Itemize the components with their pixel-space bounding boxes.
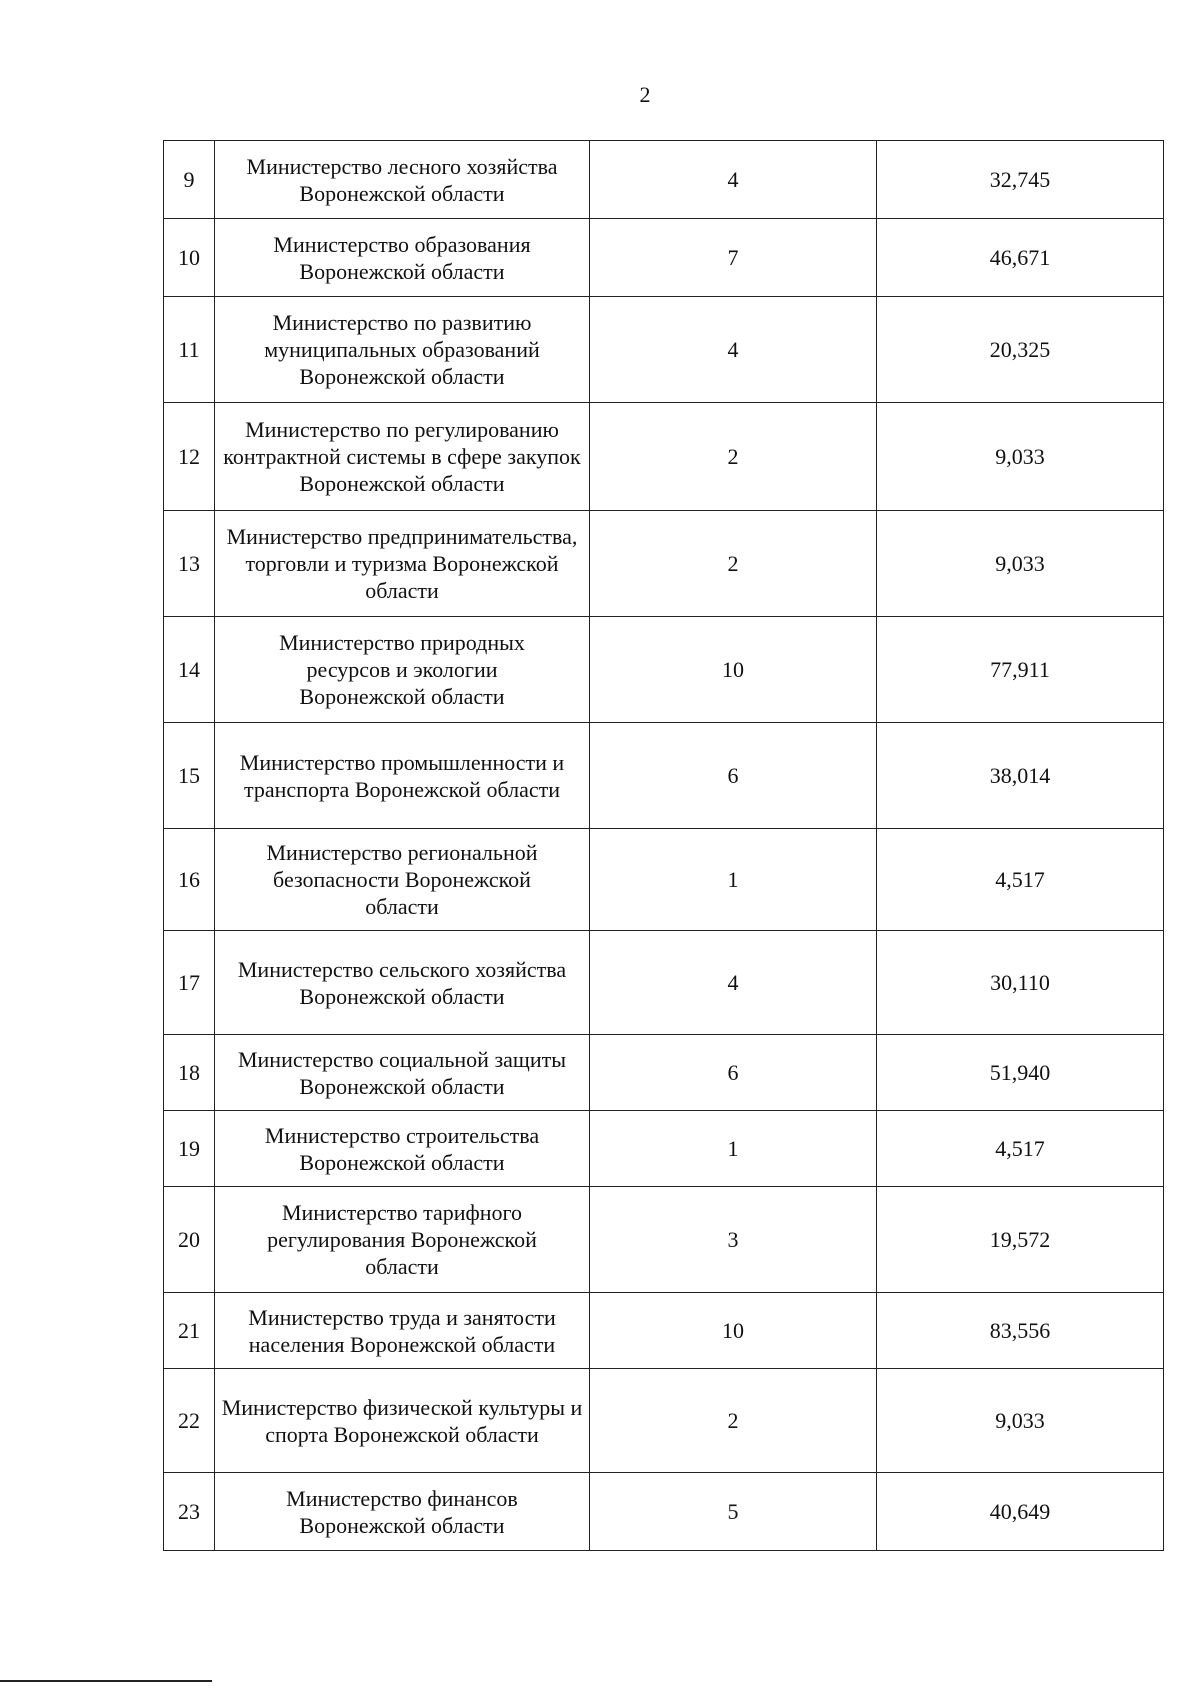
- amount: 40,649: [877, 1473, 1164, 1551]
- table-row: [164, 617, 1164, 723]
- ministry-name: Министерство по регулированию контрактной системы в сфере закупок Воронежской области: [215, 403, 590, 511]
- row-number: 23: [164, 1473, 215, 1551]
- row-number: 14: [164, 617, 215, 723]
- row-number: 22: [164, 1369, 215, 1473]
- staff-count: 10: [590, 1293, 877, 1369]
- table-row: [164, 511, 1164, 617]
- row-number: 9: [164, 141, 215, 219]
- staff-count: 4: [590, 141, 877, 219]
- ministry-name: Министерство сельского хозяйства Воронежской области: [215, 931, 590, 1035]
- table-row: [164, 723, 1164, 829]
- amount: 32,745: [877, 141, 1164, 219]
- staff-count: 4: [590, 931, 877, 1035]
- row-number: 11: [164, 297, 215, 403]
- table-row: [164, 829, 1164, 931]
- amount: 4,517: [877, 829, 1164, 931]
- ministry-name: Министерство предпринимательства, торговли и туризма Воронежской области: [215, 511, 590, 617]
- row-number: 15: [164, 723, 215, 829]
- row-number: 18: [164, 1035, 215, 1111]
- row-number: 12: [164, 403, 215, 511]
- row-number: 20: [164, 1187, 215, 1293]
- staff-count: 1: [590, 1111, 877, 1187]
- staff-count: 2: [590, 511, 877, 617]
- staff-count: 3: [590, 1187, 877, 1293]
- footnote-divider: [0, 1680, 212, 1682]
- amount: 30,110: [877, 931, 1164, 1035]
- ministry-name: Министерство региональной безопасности Воронежской области: [215, 829, 590, 931]
- table-row: [164, 1369, 1164, 1473]
- ministry-name: Министерство промышленности и транспорта Воронежской области: [215, 723, 590, 829]
- staff-count: 6: [590, 1035, 877, 1111]
- staff-count: 10: [590, 617, 877, 723]
- amount: 9,033: [877, 403, 1164, 511]
- ministry-name: Министерство труда и занятости населения Воронежской области: [215, 1293, 590, 1369]
- table-row: [164, 141, 1164, 219]
- staff-count: 2: [590, 403, 877, 511]
- staff-count: 2: [590, 1369, 877, 1473]
- table-row: [164, 931, 1164, 1035]
- amount: 46,671: [877, 219, 1164, 297]
- staff-count: 6: [590, 723, 877, 829]
- ministry-name: Министерство природных ресурсов и экологии Воронежской области: [215, 617, 590, 723]
- table-row: [164, 219, 1164, 297]
- ministry-name: Министерство строительства Воронежской области: [215, 1111, 590, 1187]
- table-row: [164, 297, 1164, 403]
- row-number: 21: [164, 1293, 215, 1369]
- amount: 4,517: [877, 1111, 1164, 1187]
- ministry-name: Министерство финансов Воронежской области: [215, 1473, 590, 1551]
- row-number: 13: [164, 511, 215, 617]
- ministry-name: Министерство социальной защиты Воронежской области: [215, 1035, 590, 1111]
- amount: 38,014: [877, 723, 1164, 829]
- ministry-name: Министерство образования Воронежской области: [215, 219, 590, 297]
- ministry-name: Министерство физической культуры и спорта Воронежской области: [215, 1369, 590, 1473]
- staff-count: 5: [590, 1473, 877, 1551]
- table-row: [164, 1035, 1164, 1111]
- ministry-table: [163, 140, 1164, 1551]
- table-row: [164, 1187, 1164, 1293]
- amount: 83,556: [877, 1293, 1164, 1369]
- amount: 77,911: [877, 617, 1164, 723]
- staff-count: 7: [590, 219, 877, 297]
- table-row: [164, 1473, 1164, 1551]
- row-number: 19: [164, 1111, 215, 1187]
- row-number: 10: [164, 219, 215, 297]
- table-row: [164, 1111, 1164, 1187]
- ministry-name: Министерство лесного хозяйства Воронежской области: [215, 141, 590, 219]
- amount: 9,033: [877, 1369, 1164, 1473]
- row-number: 17: [164, 931, 215, 1035]
- amount: 19,572: [877, 1187, 1164, 1293]
- amount: 20,325: [877, 297, 1164, 403]
- amount: 51,940: [877, 1035, 1164, 1111]
- row-number: 16: [164, 829, 215, 931]
- amount: 9,033: [877, 511, 1164, 617]
- staff-count: 4: [590, 297, 877, 403]
- page-number: 2: [639, 82, 651, 107]
- staff-count: 1: [590, 829, 877, 931]
- ministry-name: Министерство тарифного регулирования Воронежской области: [215, 1187, 590, 1293]
- table-row: [164, 1293, 1164, 1369]
- ministry-name: Министерство по развитию муниципальных образований Воронежской области: [215, 297, 590, 403]
- table-row: [164, 403, 1164, 511]
